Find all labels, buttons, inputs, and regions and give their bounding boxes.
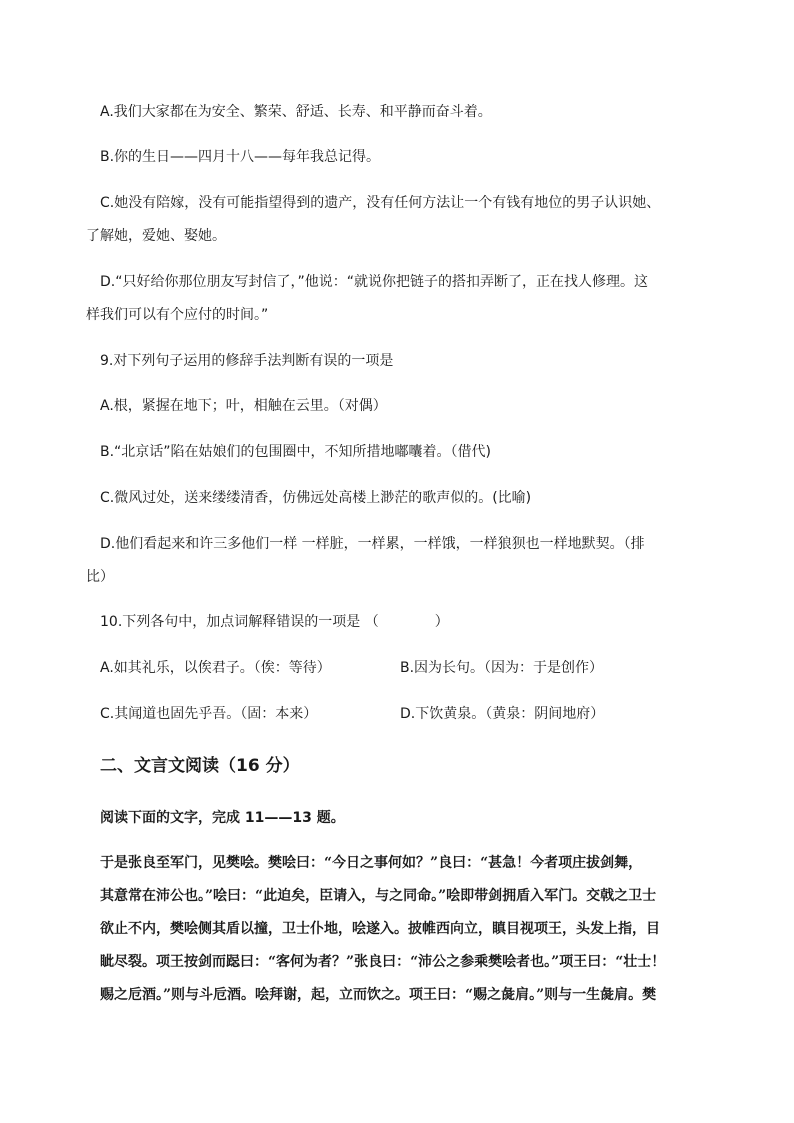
passage-line-1: 于是张良至军门，见樊哙。樊哙曰：“今日之事何如？”良曰：“甚急！今者项庄拔剑舞， — [100, 855, 643, 871]
passage-line-2: 其意常在沛公也。”哙曰：“此迫矣，臣请入，与之同命。”哙即带剑拥盾入军门。交戟之卫士 — [100, 888, 657, 904]
q8-option-a: A.我们大家都在为安全、繁荣、舒适、长寿、和平静而奋斗着。 — [100, 104, 492, 120]
q10-option-d: D.下饮黄泉。（黄泉：阴间地府） — [400, 706, 605, 722]
q9-option-c: C.微风过处，送来缕缕清香，仿佛远处高楼上渺茫的歌声似的。(比喻) — [100, 490, 532, 506]
q10-stem: 10.下列各句中，加点词解释错误的一项是 （ ） — [100, 614, 449, 630]
q9-stem: 9.对下列句子运用的修辞手法判断有误的一项是 — [100, 353, 394, 369]
passage-line-4: 眦尽裂。项王按剑而跽曰：“客何为者？”张良曰：“沛公之参乘樊哙者也。”项王曰：“壮士！ — [100, 954, 666, 970]
q9-option-d-line1: D.他们看起来和许三多他们一样 一样脏，一样累，一样饿，一样狼狈也一样地默契。（排 — [100, 536, 645, 552]
q9-option-d-line2: 比） — [86, 569, 114, 585]
q8-option-c-line1: C.她没有陪嫁，没有可能指望得到的遗产，没有任何方法让一个有钱有地位的男子认识她、 — [100, 195, 661, 211]
q8-option-b: B.你的生日——四月十八——每年我总记得。 — [100, 149, 381, 165]
q10-option-a: A.如其礼乐，以俟君子。（俟：等待） — [100, 660, 331, 676]
q9-option-b: B.“北京话”陷在姑娘们的包围圈中，不知所措地嘟囔着。（借代) — [100, 444, 492, 460]
q10-option-c: C.其闻道也固先乎吾。（固：本来） — [100, 706, 318, 722]
section-instruction: 阅读下面的文字，完成 11——13 题。 — [100, 810, 345, 826]
q8-option-d-line1: D.“只好给你那位朋友写封信了，”他说：“就说你把链子的搭扣弄断了，正在找人修理。这 — [100, 274, 648, 290]
passage-line-5: 赐之卮酒。”则与斗卮酒。哙拜谢，起，立而饮之。项王曰：“赐之彘肩。”则与一生彘肩。樊 — [100, 987, 657, 1003]
q8-option-d-line2: 样我们可以有个应付的时间。” — [86, 307, 269, 323]
q9-option-a: A.根，紧握在地下；叶，相触在云里。（对偶） — [100, 398, 387, 414]
q10-option-b: B.因为长句。（因为：于是创作） — [400, 660, 604, 676]
passage-line-3: 欲止不内，樊哙侧其盾以撞，卫士仆地，哙遂入。披帷西向立，瞋目视项王，头发上指，目 — [100, 921, 660, 937]
section-title: 二、文言文阅读（16 分） — [100, 756, 300, 776]
q8-option-c-line2: 了解她，爱她、娶她。 — [86, 228, 226, 244]
